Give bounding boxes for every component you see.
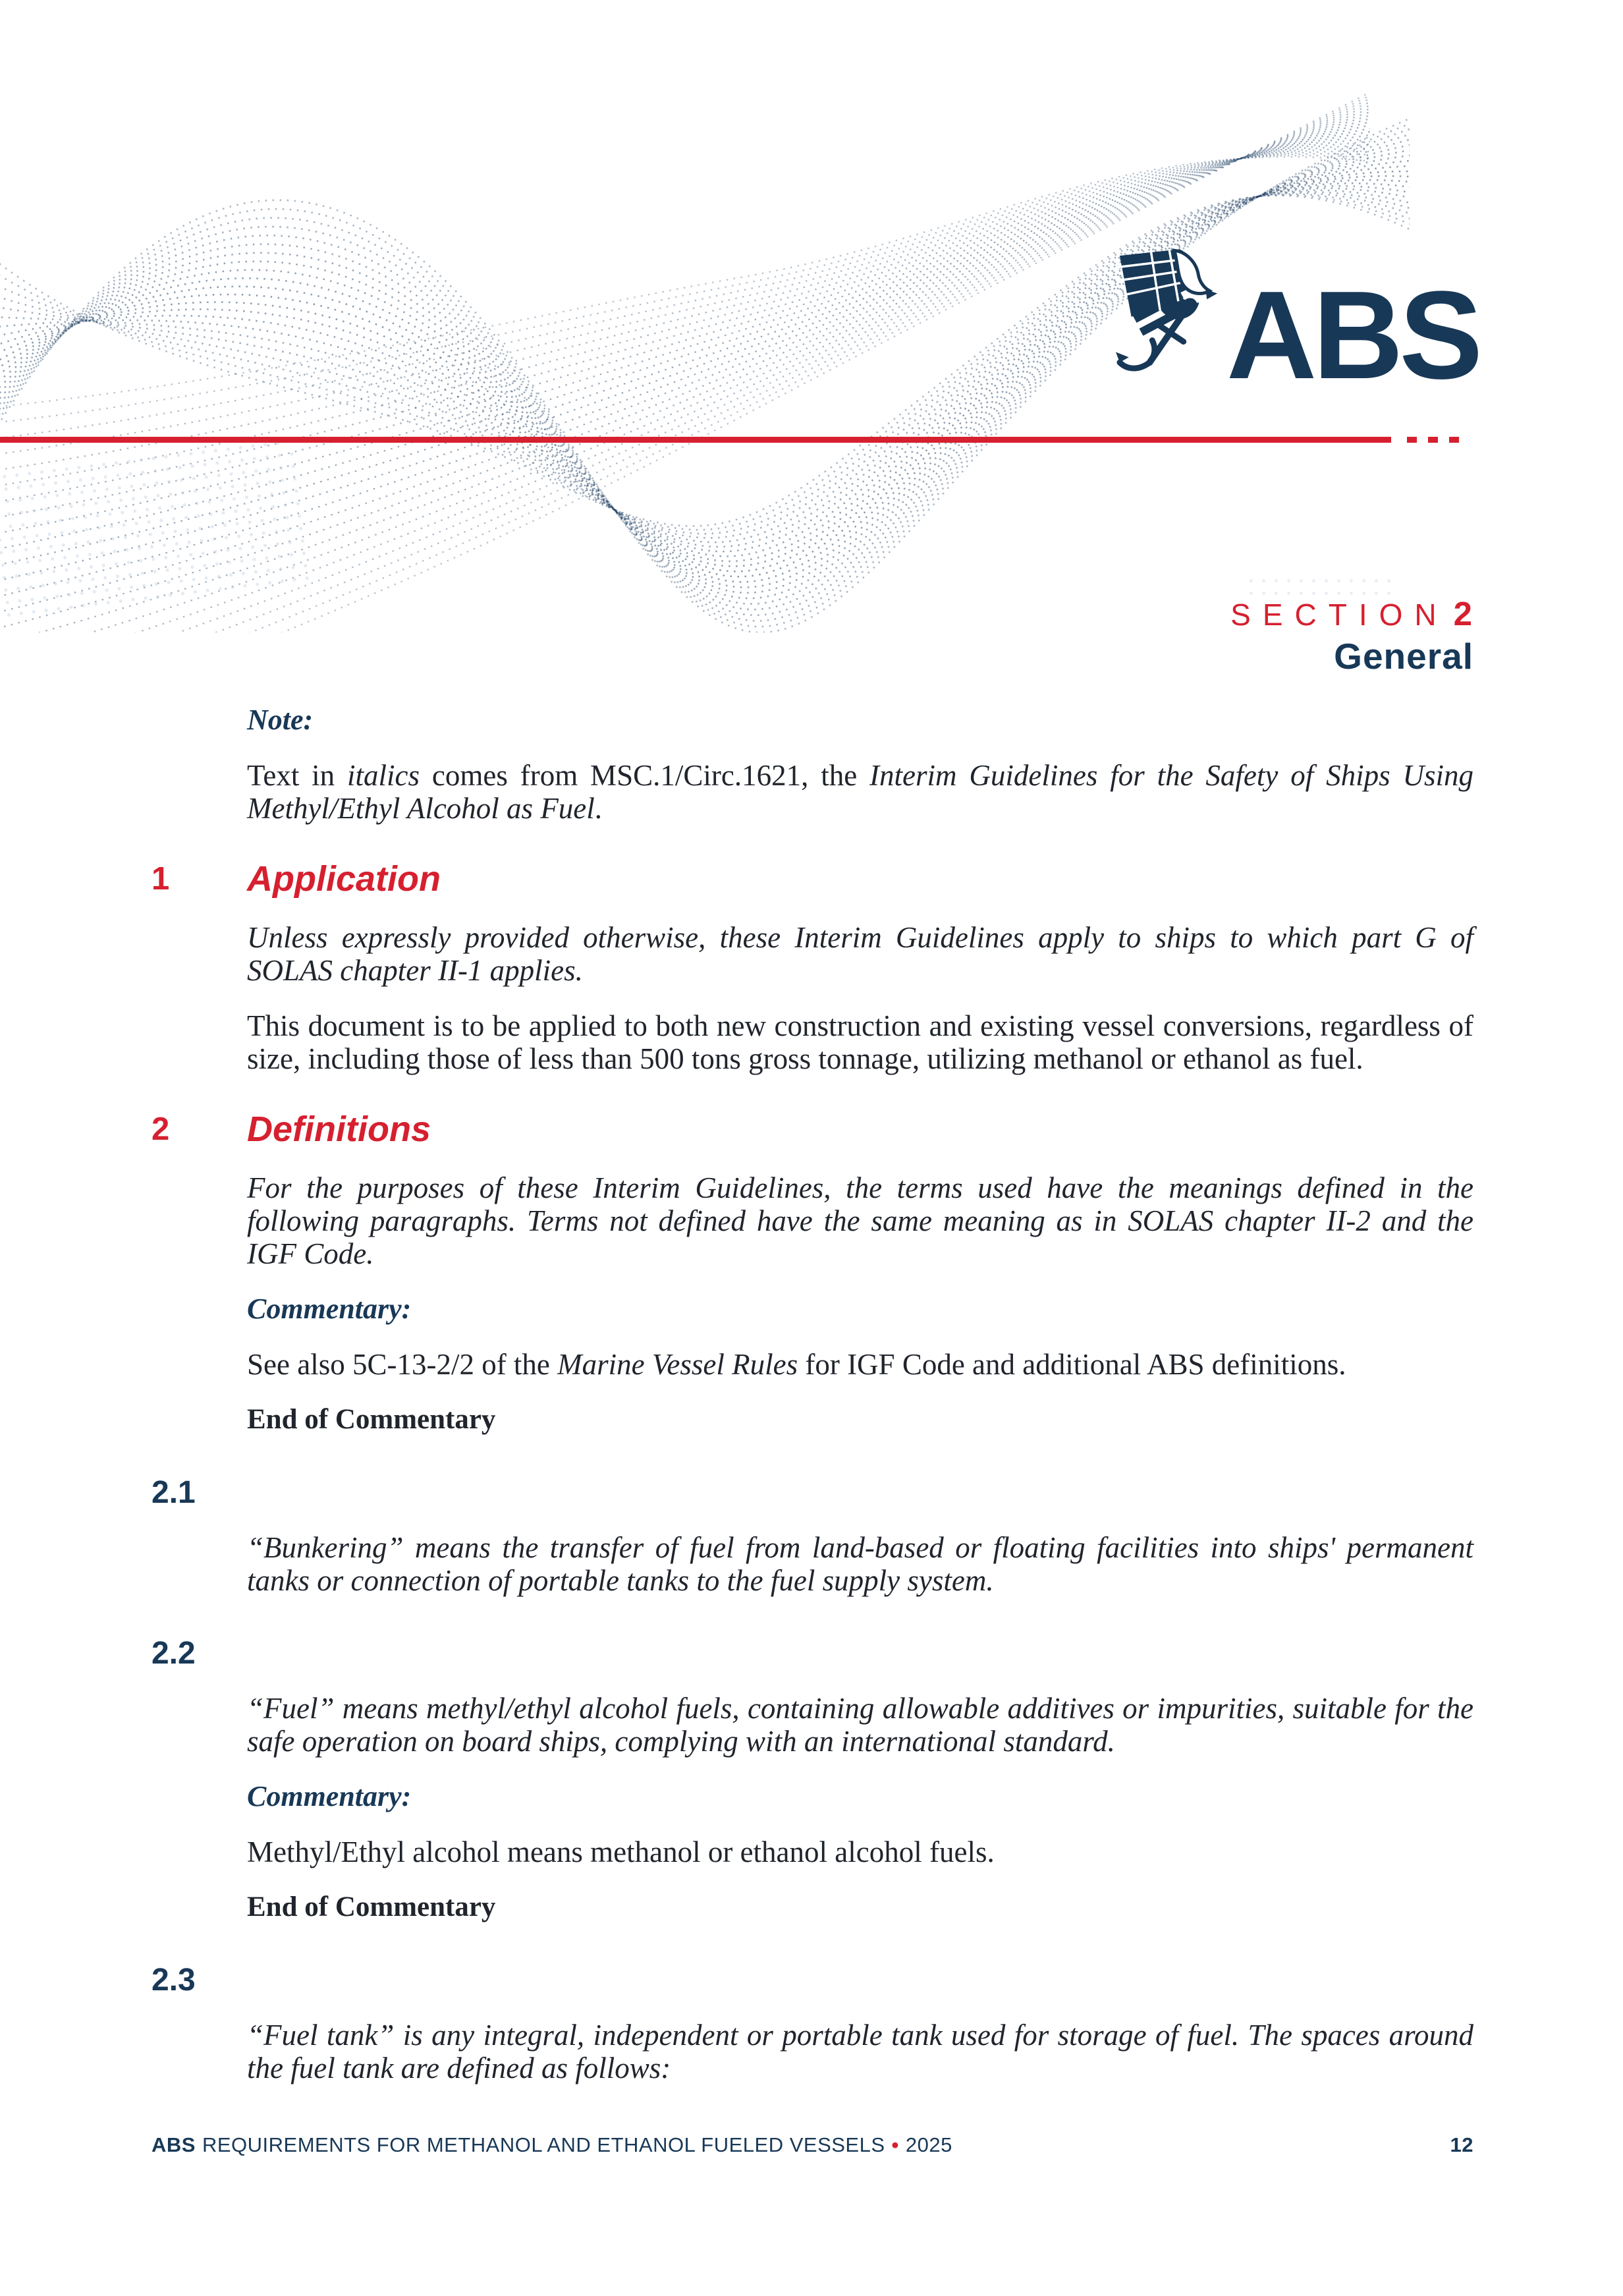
- header-rule-dash: [1407, 437, 1417, 443]
- footer-title-text: REQUIREMENTS FOR METHANOL AND ETHANOL FUELED VESSELS: [202, 2133, 885, 2156]
- paragraph-row: [151, 921, 1473, 987]
- subsection-2-3-paragraph: “Fuel tank” is any integral, independent or portable tank used for storage of fuel. The spaces around the fuel tank are defined as follows:: [247, 2019, 1473, 2085]
- section-label-text: SECTION: [1230, 598, 1448, 632]
- commentary-body-row: [151, 1835, 1473, 1868]
- section-1-paragraph-1: Unless expressly provided otherwise, these Interim Guidelines apply to ships to which part G of SOLAS chapter II-1 applies.: [247, 921, 1473, 987]
- section-number: 2: [1453, 595, 1473, 632]
- commentary-label-row: [151, 1293, 1473, 1326]
- footer-year: 2025: [905, 2133, 952, 2156]
- subsection-2-1-paragraph: “Bunkering” means the transfer of fuel from land-based or floating facilities into ships' permanent tanks or connection of portable tanks to the fuel supply system.: [247, 1531, 1473, 1597]
- commentary-end-row: [151, 1891, 1473, 1924]
- end-of-commentary-label: End of Commentary: [247, 1404, 496, 1435]
- note-body: Text in italics comes from MSC.1/Circ.1621, the Interim Guidelines for the Safety of Ships Using Methyl/Ethyl Alcohol as Fuel.: [247, 759, 1473, 825]
- commentary-end-row: [151, 1403, 1473, 1436]
- paragraph-row: [151, 1171, 1473, 1270]
- header-rule: [0, 437, 1391, 443]
- section-1-paragraph-2: This document is to be applied to both new construction and existing vessel conversions, regardless of size, including those of less than 500 tons gross tonnage, utilizing methanol or ethanol as fuel.: [247, 1009, 1473, 1075]
- abs-eagle-icon: [1114, 248, 1225, 385]
- paragraph-row: [151, 1531, 1473, 1597]
- page-number: 12: [1450, 2133, 1473, 2156]
- page-footer: [151, 2133, 1473, 2157]
- commentary-label-row: [151, 1780, 1473, 1813]
- commentary-body: Methyl/Ethyl alcohol means methanol or ethanol alcohol fuels.: [247, 1835, 995, 1868]
- section-2-title: Definitions: [247, 1109, 431, 1149]
- section-label: [1230, 597, 1473, 632]
- subsection-2-1-number: 2.1: [151, 1475, 196, 1510]
- paragraph-row: [151, 2019, 1473, 2085]
- commentary-body-row: [151, 1348, 1473, 1381]
- section-1-number: 1: [151, 861, 170, 897]
- subsection-2-2-heading: [151, 1635, 1473, 1672]
- paragraph-row: [151, 1692, 1473, 1758]
- note-label-row: [151, 704, 1473, 737]
- commentary-label: Commentary:: [247, 1293, 412, 1325]
- subsection-2-2-number: 2.2: [151, 1636, 196, 1671]
- commentary-label: Commentary:: [247, 1780, 412, 1812]
- paragraph-row: [151, 1009, 1473, 1075]
- abs-logo: [1114, 248, 1479, 406]
- footer-brand: ABS: [151, 2133, 196, 2156]
- section-title: General: [1334, 636, 1473, 677]
- dot-pattern: [0, 435, 312, 627]
- footer-bullet: •: [891, 2133, 899, 2156]
- end-of-commentary-label: End of Commentary: [247, 1891, 496, 1922]
- note-label: Note:: [247, 704, 314, 736]
- section-2-paragraph-1: For the purposes of these Interim Guidelines, the terms used have the meanings defined in the following paragraphs. Terms not defined have the same meaning as in SOLAS chapter II-2 and the IGF Code.: [247, 1171, 1473, 1270]
- section-2-heading: [151, 1111, 1473, 1148]
- section-1-heading: [151, 860, 1473, 897]
- page-content: [151, 704, 1473, 2107]
- section-2-number: 2: [151, 1111, 170, 1147]
- header-rule-dash: [1449, 437, 1459, 443]
- subsection-2-3-number: 2.3: [151, 1963, 196, 1998]
- commentary-body: See also 5C-13-2/2 of the Marine Vessel Rules for IGF Code and additional ABS definitions.: [247, 1348, 1346, 1381]
- subsection-2-2-paragraph: “Fuel” means methyl/ethyl alcohol fuels, containing allowable additives or impurities, suitable for the safe operation on board ships, complying with an international standard.: [247, 1692, 1473, 1758]
- header-rule-dash: [1428, 437, 1438, 443]
- subsection-2-1-heading: [151, 1474, 1473, 1511]
- section-heading: [1230, 597, 1473, 675]
- footer-document-title: [151, 2133, 952, 2157]
- abs-logo-wordmark: ABS: [1226, 266, 1479, 406]
- section-1-title: Application: [247, 859, 441, 899]
- subsection-2-3-heading: [151, 1962, 1473, 1999]
- note-body-row: [151, 759, 1473, 825]
